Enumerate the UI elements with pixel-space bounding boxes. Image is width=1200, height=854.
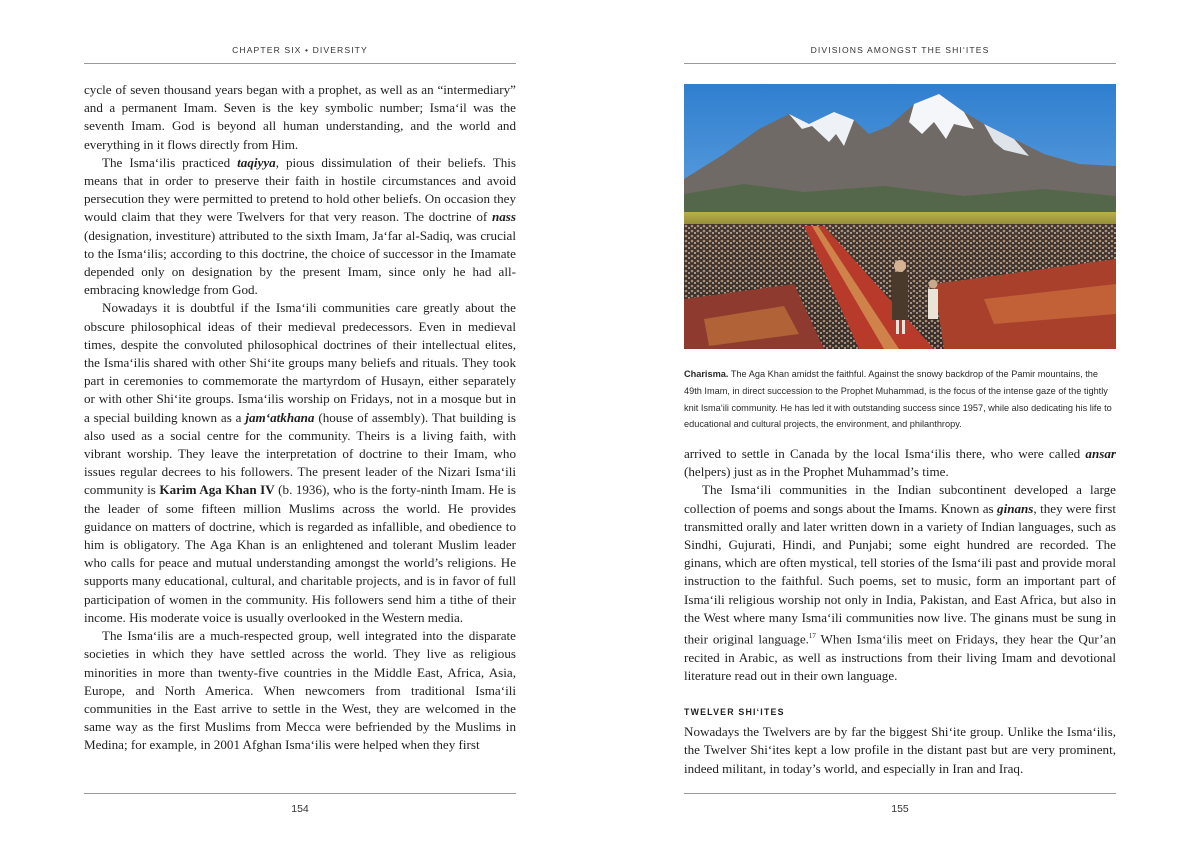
page-number-left: 154	[291, 803, 309, 815]
running-head-right: DIVISIONS AMONGST THE SHI‘ITES	[810, 45, 990, 55]
caption-title: Charisma.	[684, 369, 729, 379]
term-jamatkhana: jam‘atkhana	[245, 409, 315, 425]
running-head-left: CHAPTER SIX • DIVERSITY	[232, 45, 368, 55]
paragraph: cycle of seven thousand years began with a prophet, as well as an “intermediary” and a permanent Imam. Seven is the key symbolic number; Isma‘il was the seventh Imam. God is beyond all human understanding, and the world and everything in it flows directly from Him.	[84, 82, 516, 152]
paragraph: The Isma‘ili communities in the Indian subcontinent developed a large collection of poems and songs about the Imams. Known as ginans, they were first transmitted orally and later written down in a variety of Indian languages, such as Sindhi, Gujurati, Hindi, and Punjabi; some eight hundred are recorded. The ginans, which are often mystical, tell stories of the Isma‘ili past and provide moral instruction to the faithful. Such poems, set to music, form an important part of Isma‘ili religious worship not only in India, Pakistan, and East Africa, but also in the West where many Isma‘ili communities now live. The ginans must be sung in their original language.$^{17}$ When Isma‘ilis meet on Fridays, they hear the Qur’an recited in Arabic, as well as instructions from their living Imam and devotional literature read out in their own language.	[684, 482, 1116, 683]
paragraph: The Isma‘ilis are a much-respected group, well integrated into the disparate societies in which they have settled across the world. They live as religious minorities in more than twenty-five countries in the Middle East, Africa, Asia, Europe, and North America. When newcomers from traditional Isma‘ili communities in the East arrive to settle in the West, they are welcomed in the same way as the first Muslims from Mecca were befriended by the Muslims in Medina; for example, in 2001 Afghan Isma‘ilis were helped when they first	[84, 628, 516, 753]
footer-rule-right	[684, 793, 1116, 794]
header-rule-left	[84, 63, 516, 64]
footnote-marker[interactable]: 17	[808, 632, 816, 641]
photo-aga-khan-pamir	[684, 84, 1116, 349]
paragraph: Nowadays the Twelvers are by far the biggest Shi‘ite group. Unlike the Isma‘ilis, the Twelver Shi‘ites kept a low profile in the distant past but are very prominent, indeed militant, in today’s world, and especially in Iran and Iraq.	[684, 724, 1116, 776]
footer-rule-left	[84, 793, 516, 794]
paragraph: The Isma‘ilis practiced taqiyya, pious dissimulation of their beliefs. This means that in order to preserve their faith in hostile circumstances and avoid persecution they were permitted to pretend to hold other beliefs. On occasion they would claim that they were Twelvers for that very reason. The doctrine of nass (designation, investiture) attributed to the sixth Imam, Ja‘far al-Sadiq, was crucial to the Isma‘ilis; according to this doctrine, the choice of successor in the Imamate depended only on designation by the present Imam, since only he had all-embracing knowledge from God.	[84, 154, 516, 298]
right-body-text	[684, 445, 1116, 778]
term-taqiyya: taqiyya	[237, 154, 276, 170]
left-body-text	[84, 81, 516, 755]
photo-caption: Charisma. The Aga Khan amidst the faithful. Against the snowy backdrop of the Pamir mountains, the 49th Imam, in direct succession to the Prophet Muhammad, is the focus of the intense gaze of the tightly knit Isma‘ili community. He has led it with outstanding success since 1957, while also dedicating his life to educational and cultural projects, the environment, and philanthropy.	[684, 369, 1112, 430]
term-nass: nass	[491, 209, 516, 225]
term-ansar: ansar	[1085, 446, 1116, 461]
section-heading-twelver-shiites: TWELVER SHI‘ITES	[684, 707, 785, 717]
header-rule-right	[684, 63, 1116, 64]
term-ginans: ginans	[997, 500, 1034, 516]
paragraph: Nowadays it is doubtful if the Isma‘ili communities care greatly about the obscure philosophical ideas of their medieval predecessors. Even in medieval times, despite the convoluted philosophical doctrines of their intellectual elites, the Isma‘ilis shared with other Shi‘ite groups many beliefs and rituals. They took part in ceremonies to commemorate the martyrdom of Husayn, either separately or with other Shi‘ite groups. Isma‘ilis worship on Fridays, not in a mosque but in a special building known as a jam‘atkhana (house of assembly). That building is also used as a social centre for the community. Theirs is a living faith, with vibrant worship. They leave the interpretation of doctrine to their Imam, who issues regular decrees to his followers. The present leader of the Nizari Isma‘ili community is Karim Aga Khan IV (b. 1936), who is the forty-ninth Imam. He is the leader of some fifteen million Muslims across the world. He provides guidance on matters of doctrine, which is regarded as infallible, and obedience to him is obligatory. The Aga Khan is an enlightened and tolerant Muslim leader who calls for peace and mutual understanding amongst the world’s religions. He supports many educational, cultural, and charitable projects, and is in favor of full participation of women in the community. His followers send him a tithe of their income. His moderate voice is usually overlooked in the Western media.	[84, 300, 516, 625]
paragraph: arrived to settle in Canada by the local Isma‘ilis there, who were called ansar (helpers) just as in the Prophet Muhammad’s time.	[684, 446, 1116, 480]
page-number-right: 155	[891, 803, 909, 815]
name-karim-aga-khan: Karim Aga Khan IV	[159, 482, 275, 498]
